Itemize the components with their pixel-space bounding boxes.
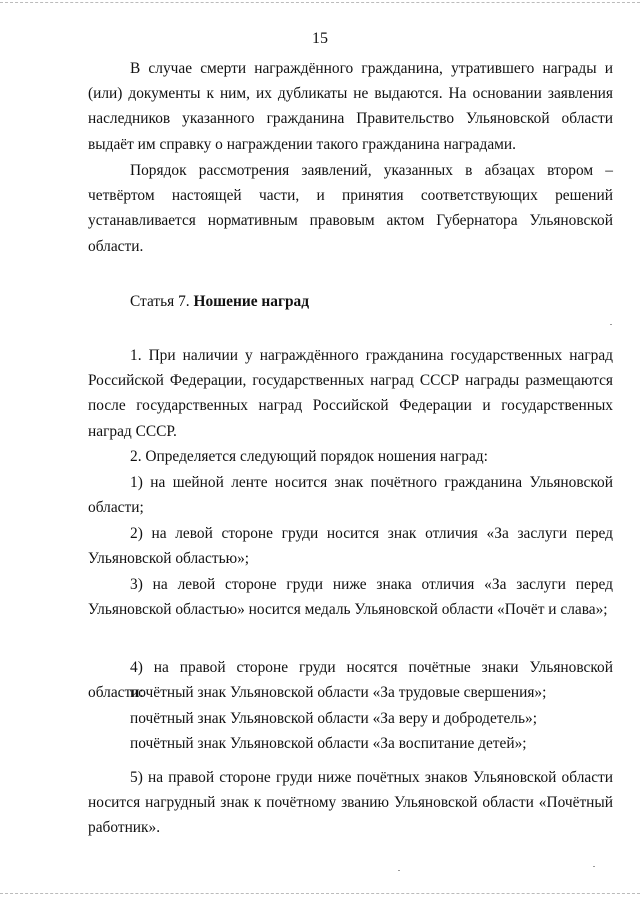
badge-item-1: почётный знак Ульяновской области «За трудовые свершения»; <box>130 684 547 701</box>
paragraph-death-of-recipient: В случае смерти награждённого гражданина, утратившего награды и (или) документы к ним, их дубликаты не выдаются. На основании заявления наследников указанного гражданина Правительство Ульяновской области выдаёт им справку о награждении такого гражданина наградами. <box>88 60 613 153</box>
badge-item-2: почётный знак Ульяновской области «За веру и добродетель»; <box>130 710 538 727</box>
scan-bottom-border <box>0 893 640 894</box>
paragraph-application-procedure: Порядок рассмотрения заявлений, указанных в абзацах втором – четвёртом настоящей части, и принятия соответствующих решений устанавливается нормативным правовым актом Губернатора Ульяновской области. <box>88 162 613 255</box>
point-1: 1. При наличии у награждённого гражданина государственных наград Российской Федерации, государственных наград СССР награды размещаются после государственных наград Российской Федерации и государственных наград СССР. <box>88 347 613 440</box>
badge-item-3: почётный знак Ульяновской области «За воспитание детей»; <box>130 735 527 752</box>
scan-speck <box>610 324 612 325</box>
article-heading <box>130 289 309 314</box>
scan-speck <box>593 866 595 867</box>
subpoint-2: 2) на левой стороне груди носится знак отличия «За заслуги перед Ульяновской областью»; <box>88 525 613 568</box>
subpoint-1: 1) на шейной ленте носится знак почётного гражданина Ульяновской области; <box>88 474 613 517</box>
article-title: Ношение наград <box>193 293 309 310</box>
article-number: Статья 7. <box>130 293 190 310</box>
page-number: 15 <box>312 30 328 47</box>
scan-top-border <box>0 2 640 3</box>
scan-speck <box>398 870 400 871</box>
subpoint-4: 4) на правой стороне груди носятся почётные знаки Ульяновской области: <box>88 659 613 702</box>
subpoint-5: 5) на правой стороне груди ниже почётных знаков Ульяновской области носится нагрудный знак к почётному званию Ульяновской области «Почётный работник». <box>88 769 613 837</box>
point-2: 2. Определяется следующий порядок ношения наград: <box>130 448 488 465</box>
subpoint-3: 3) на левой стороне груди ниже знака отличия «За заслуги перед Ульяновской областью» носится медаль Ульяновской области «Почёт и слава»; <box>88 576 613 619</box>
